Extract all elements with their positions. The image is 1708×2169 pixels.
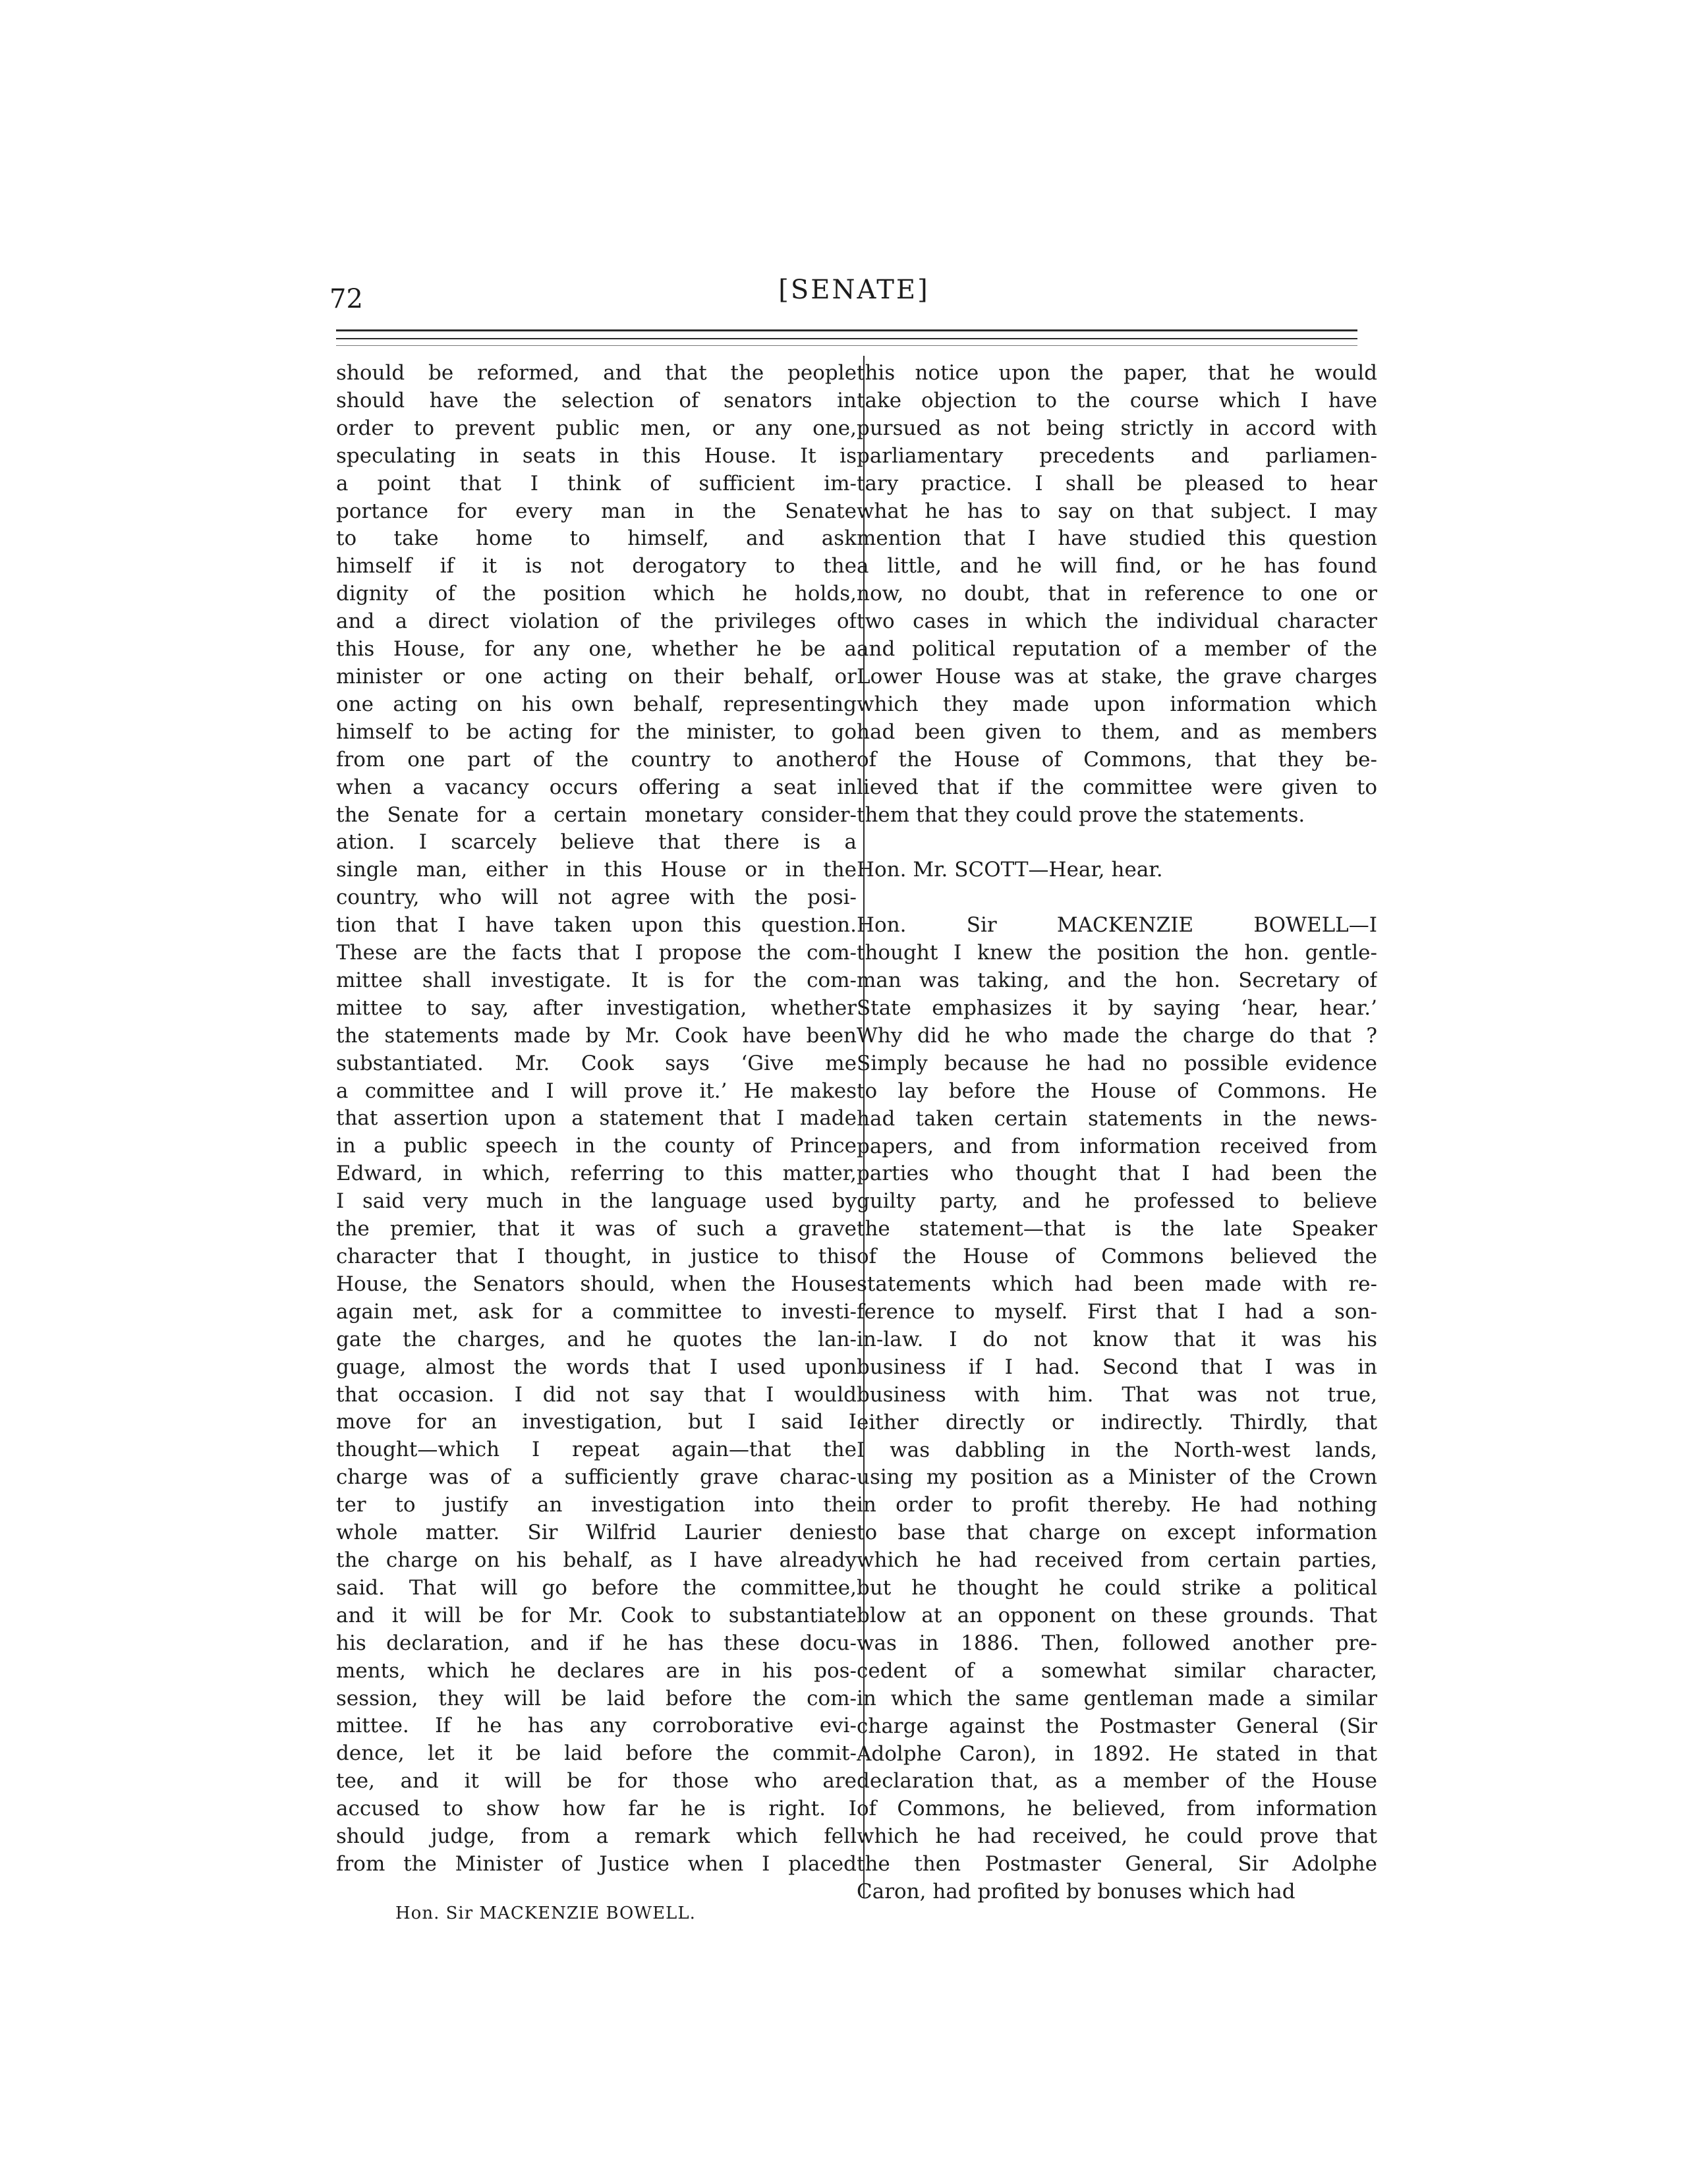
text-line: parties who thought that I had been the xyxy=(857,1162,1377,1186)
text-line: himself to be acting for the minister, to go xyxy=(336,719,857,744)
text-line: that assertion upon a statement that I made xyxy=(336,1106,857,1131)
text-line: had been given to them, and as members xyxy=(857,719,1377,744)
text-line: this notice upon the paper, that he would xyxy=(857,361,1377,385)
text-line: Hon. Sir MACKENZIE BOWELL—I xyxy=(857,913,1377,938)
text-line: Adolphe Caron), in 1892. He stated in that xyxy=(857,1741,1377,1766)
text-line: House, the Senators should, when the House xyxy=(336,1272,857,1296)
text-line: a point that I think of sufficient im- xyxy=(336,471,857,495)
text-line: charge against the Postmaster General (Sir xyxy=(857,1714,1377,1738)
text-line: which he had received, he could prove that xyxy=(857,1824,1377,1849)
text-line: of the House of Commons believed the xyxy=(857,1245,1377,1269)
text-line: guage, almost the words that I used upon xyxy=(336,1355,857,1379)
text-line: from one part of the country to another xyxy=(336,747,857,772)
text-line: gate the charges, and he quotes the lan- xyxy=(336,1327,857,1351)
text-line: them that they could prove the statements. xyxy=(857,803,1305,827)
text-line: country, who will not agree with the posi- xyxy=(336,886,857,910)
text-line: man was taking, and the hon. Secretary of xyxy=(857,969,1377,993)
text-line: business with him. That was not true, xyxy=(857,1382,1377,1407)
text-line: in order to profit thereby. He had nothing xyxy=(857,1493,1377,1517)
text-line: tion that I have taken upon this question. xyxy=(336,913,857,938)
text-line: Lower House was at stake, the grave charges xyxy=(857,664,1377,689)
running-head: [SENATE] xyxy=(778,275,930,305)
text-line: this House, for any one, whether he be a xyxy=(336,637,857,662)
text-line: the charge on his behalf, as I have already xyxy=(336,1548,857,1572)
text-line: two cases in which the individual character xyxy=(857,609,1377,634)
text-line: in a public speech in the county of Prince xyxy=(336,1134,857,1158)
text-line: now, no doubt, that in reference to one or xyxy=(857,582,1377,606)
text-line: pursued as not being strictly in accord with xyxy=(857,416,1377,440)
text-line: again met, ask for a committee to investi- xyxy=(336,1299,857,1324)
text-line: to lay before the House of Commons. He xyxy=(857,1079,1377,1103)
text-line: single man, either in this House or in the xyxy=(336,858,857,882)
text-line: papers, and from information received from xyxy=(857,1134,1377,1158)
text-line: dence, let it be laid before the commit- xyxy=(336,1741,857,1766)
text-line: blow at an opponent on these grounds. That xyxy=(857,1603,1377,1627)
text-line: of the House of Commons, that they be- xyxy=(857,747,1377,772)
text-line: dignity of the position which he holds, xyxy=(336,582,857,606)
text-line: himself if it is not derogatory to the xyxy=(336,554,857,578)
text-line: ter to justify an investigation into the xyxy=(336,1493,857,1517)
text-line: a committee and I will prove it.’ He makes xyxy=(336,1079,857,1103)
text-line: session, they will be laid before the com- xyxy=(336,1686,857,1710)
text-line: mention that I have studied this question xyxy=(857,526,1377,551)
text-line: move for an investigation, but I said I xyxy=(336,1410,857,1434)
text-line: was in 1886. Then, followed another pre- xyxy=(857,1631,1377,1655)
text-line: had taken certain statements in the news- xyxy=(857,1106,1377,1131)
text-line: order to prevent public men, or any one, xyxy=(336,416,857,440)
text-line: in-law. I do not know that it was his xyxy=(857,1327,1377,1351)
text-line: character that I thought, in justice to this xyxy=(336,1245,857,1268)
text-line: thought—which I repeat again—that the xyxy=(336,1438,857,1462)
text-line: take objection to the course which I have xyxy=(857,388,1377,412)
text-line: Why did he who made the charge do that ? xyxy=(857,1023,1377,1048)
text-line: business if I had. Second that I was in xyxy=(857,1355,1377,1379)
text-line: ation. I scarcely believe that there is a xyxy=(336,830,857,855)
text-line: ments, which he declares are in his pos- xyxy=(336,1658,857,1683)
text-line: when a vacancy occurs offering a seat in xyxy=(336,775,857,799)
text-line: should have the selection of senators in xyxy=(336,388,857,412)
text-line: ference to myself. First that I had a son- xyxy=(857,1300,1377,1324)
text-line: that occasion. I did not say that I would xyxy=(336,1382,857,1407)
text-line: thought I knew the position the hon. gentle- xyxy=(857,941,1377,965)
text-line: guilty party, and he professed to believe xyxy=(857,1189,1377,1214)
text-line: lieved that if the committee were given to xyxy=(857,775,1377,799)
text-line: mittee shall investigate. It is for the com- xyxy=(336,968,857,992)
text-line: statements which had been made with re- xyxy=(857,1272,1377,1297)
right-column xyxy=(857,360,1377,1906)
header-rule xyxy=(336,345,1357,346)
text-line: speculating in seats in this House. It is xyxy=(336,443,857,468)
text-line: should be reformed, and that the people xyxy=(336,361,857,385)
text-line: parliamentary precedents and parliamen- xyxy=(857,443,1377,468)
text-line: These are the facts that I propose the com- xyxy=(336,941,857,965)
text-line: the statement—that is the late Speaker xyxy=(857,1217,1377,1241)
header-rule xyxy=(336,338,1357,339)
text-line: but he thought he could strike a political xyxy=(857,1576,1377,1600)
text-line: of Commons, he believed, from information xyxy=(857,1797,1377,1821)
text-line: and it will be for Mr. Cook to substantiate xyxy=(336,1603,857,1627)
text-line: which he had received from certain parties, xyxy=(857,1548,1377,1573)
text-line: charge was of a sufficiently grave charac- xyxy=(336,1465,857,1490)
text-line: substantiated. Mr. Cook says ‘Give me xyxy=(336,1051,857,1075)
text-line: Simply because he had no possible evidence xyxy=(857,1051,1377,1075)
text-line: the statements made by Mr. Cook have been xyxy=(336,1023,857,1048)
text-line: what he has to say on that subject. I may xyxy=(857,499,1377,523)
text-line: tee, and it will be for those who are xyxy=(336,1769,857,1793)
text-line: one acting on his own behalf, representing xyxy=(336,692,857,716)
text-line: declaration that, as a member of the House xyxy=(857,1769,1377,1793)
text-line: I was dabbling in the North-west lands, xyxy=(857,1438,1377,1462)
text-line: portance for every man in the Senate xyxy=(336,499,857,523)
text-line: to take home to himself, and ask xyxy=(336,526,857,551)
text-line: tary practice. I shall be pleased to hear xyxy=(857,471,1377,495)
text-line: using my position as a Minister of the Crown xyxy=(857,1465,1377,1490)
text-line: cedent of a somewhat similar character, xyxy=(857,1658,1377,1683)
text-line: his declaration, and if he has these docu- xyxy=(336,1631,857,1655)
text-line: and a direct violation of the privileges of xyxy=(336,609,857,634)
text-line: to base that charge on except information xyxy=(857,1521,1377,1545)
paragraph xyxy=(857,360,1377,829)
text-line: Edward, in which, referring to this matter, xyxy=(336,1162,857,1186)
text-line: from the Minister of Justice when I placed xyxy=(336,1851,857,1876)
text-line: I said very much in the language used by xyxy=(336,1189,857,1214)
text-line: should judge, from a remark which fell xyxy=(336,1824,857,1849)
text-line: Caron, had profited by bonuses which had xyxy=(857,1880,1295,1904)
header-rule xyxy=(336,329,1357,331)
text-line: in which the same gentleman made a similar xyxy=(857,1686,1377,1710)
paragraph xyxy=(857,912,1377,1906)
text-line: mittee to say, after investigation, whether xyxy=(336,996,857,1020)
text-line: minister or one acting on their behalf, or xyxy=(336,664,857,689)
page-number: 72 xyxy=(329,284,363,314)
text-line: accused to show how far he is right. I xyxy=(336,1797,857,1821)
text-line: the premier, that it was of such a grave xyxy=(336,1217,857,1241)
text-line: Hon. Mr. SCOTT—Hear, hear. xyxy=(857,858,1163,882)
text-line: mittee. If he has any corroborative evi- xyxy=(336,1714,857,1738)
left-column xyxy=(336,360,857,1878)
text-line: either directly or indirectly. Thirdly, that xyxy=(857,1410,1377,1434)
text-line: State emphasizes it by saying ‘hear, hear.’ xyxy=(857,996,1377,1021)
paragraph xyxy=(857,857,1377,884)
text-line: which they made upon information which xyxy=(857,692,1377,716)
text-line: the Senate for a certain monetary consider- xyxy=(336,803,857,827)
text-line: said. That will go before the committee, xyxy=(336,1575,857,1600)
text-line: and political reputation of a member of the xyxy=(857,637,1377,662)
footer-speaker-name: Hon. Sir MACKENZIE BOWELL. xyxy=(395,1903,696,1923)
text-line: the then Postmaster General, Sir Adolphe xyxy=(857,1852,1377,1876)
text-line: whole matter. Sir Wilfrid Laurier denies xyxy=(336,1521,857,1545)
text-line: a little, and he will find, or he has found xyxy=(857,554,1377,578)
